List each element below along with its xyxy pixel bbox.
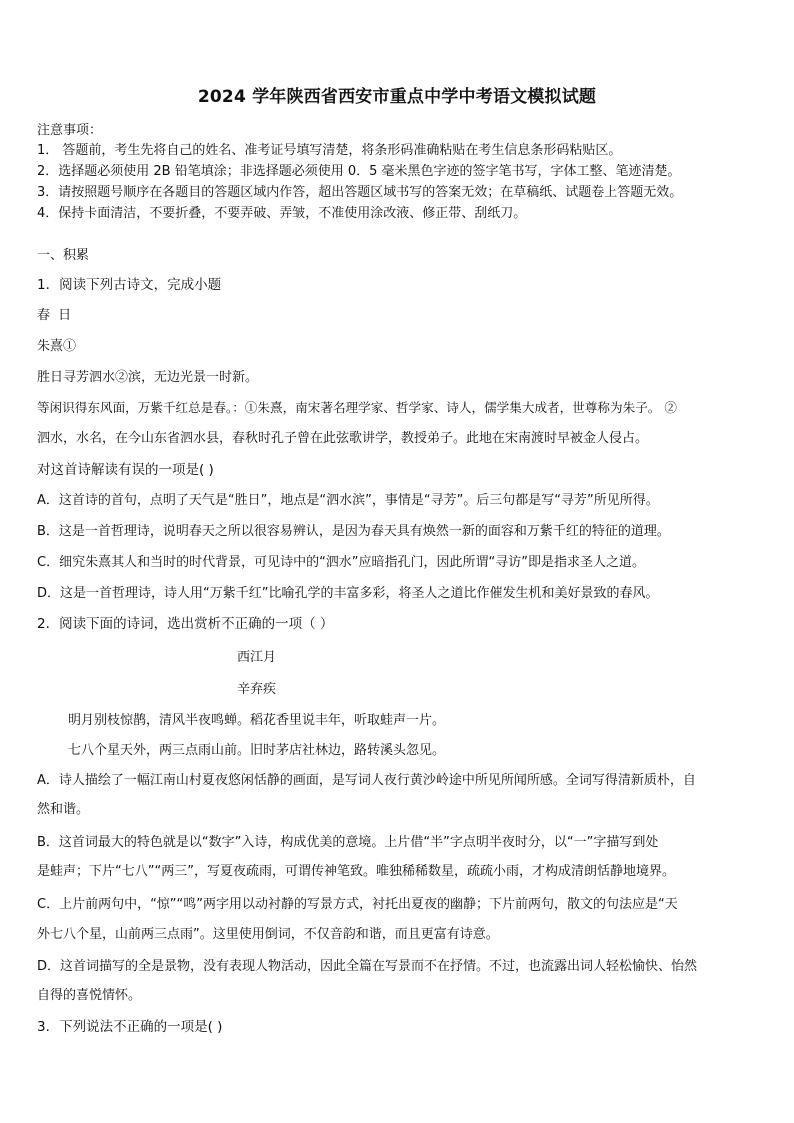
poem-author: 辛弃疾: [237, 682, 277, 697]
question-stem: 3．下列说法不正确的一项是( ): [37, 1019, 223, 1035]
poem-author: 朱熹①: [37, 339, 77, 354]
option-c: C．上片前两句中，“惊”“鸣”两字用以动衬静的写景方式，衬托出夏夜的幽静；下片前两句，散文的句法应是“天: [37, 897, 678, 912]
question-stem: 1．阅读下列古诗文，完成小题: [37, 277, 222, 293]
poem-line: 七八个星天外，两三点雨山前。旧时茅店社林边，路转溪头忽见。: [68, 743, 446, 758]
question-stem: 2．阅读下面的诗词，选出赏析不正确的一项（ ）: [37, 616, 334, 632]
option-a: A．诗人描绘了一幅江南山村夏夜悠闲恬静的画面，是写词人夜行黄沙岭途中所见所闻所感。全词写得清新质朴，自: [37, 773, 696, 788]
notice-item: 4．保持卡面清洁，不要折叠，不要弄破、弄皱，不准使用涂改液、修正带、刮纸刀。: [37, 206, 527, 221]
option-d-cont: 自得的喜悦情怀。: [37, 988, 142, 1003]
option-d: D．这是一首哲理诗，诗人用“万紫千红”比喻孔学的丰富多彩，将圣人之道比作催发生机和美好景致的春风。: [37, 586, 659, 601]
option-b: B．这是一首哲理诗，说明春天之所以很容易辨认，是因为春天具有焕然一新的面容和万紫千红的特征的道理。: [37, 524, 670, 539]
option-b: B．这首词最大的特色就是以“数字”入诗，构成优美的意境。上片借“半”字点明半夜时分，以“一”字描写到处: [37, 835, 659, 850]
page-title: 2024 学年陕西省西安市重点中学中考语文模拟试题: [197, 87, 597, 107]
option-d: D．这首词描写的全是景物，没有表现人物活动，因此全篇在写景而不在抒情。不过，也流露出词人轻松愉快、怡然: [37, 959, 698, 974]
poem-line: 明月别枝惊鹊，清风半夜鸣蝉。稻花香里说丰年，听取蛙声一片。: [68, 713, 446, 728]
option-b-cont: 是蛙声；下片“七八”“两三”，写夏夜疏雨，可谓传神笔致。唯独稀稀数星，疏疏小雨，才构成清朗恬静地境界。: [37, 864, 675, 879]
poem-title: 春 日: [37, 308, 74, 323]
notice-item: 2．选择题必须使用 2B 铅笔填涂；非选择题必须使用 0．5 毫米黑色字迹的签字笔书写，字体工整、笔迹清楚。: [37, 164, 681, 179]
poem-line: 胜日寻芳泗水②滨，无边光景一时新。: [37, 370, 259, 385]
poem-title: 西江月: [237, 650, 277, 665]
notice-heading: 注意事项：: [37, 123, 103, 138]
notice-item: 1． 答题前，考生先将自己的姓名、准考证号填写清楚，将条形码准确粘贴在考生信息条形码粘贴区。: [37, 143, 622, 158]
option-c: C．细究朱熹其人和当时的时代背景，可见诗中的“泗水”应暗指孔门，因此所谓“寻访”即是指求圣人之道。: [37, 555, 646, 570]
poem-note: 泗水，水名，在今山东省泗水县，春秋时孔子曾在此弦歌讲学，教授弟子。此地在宋南渡时早被金人侵占。: [37, 431, 649, 446]
option-a: A．这首诗的首句，点明了天气是“胜日”，地点是“泗水滨”，事情是“寻芳”。后三句都是写“寻芳”所见所得。: [37, 493, 659, 508]
question-prompt: 对这首诗解读有误的一项是( ): [37, 462, 214, 478]
section-heading: 一、积累: [37, 248, 90, 263]
option-c-cont: 外七八个星，山前两三点雨”。这里使用倒词，不仅音韵和谐，而且更富有诗意。: [37, 927, 499, 942]
option-a-cont: 然和谐。: [37, 802, 90, 817]
poem-line-with-note: 等闲识得东风面，万紫千红总是春。：①朱熹，南宋著名理学家、哲学家、诗人，儒学集大成者，世尊称为朱子。 ②: [37, 400, 677, 415]
notice-item: 3．请按照题号顺序在各题目的答题区域内作答，超出答题区域书写的答案无效；在草稿纸、试题卷上答题无效。: [37, 185, 683, 200]
